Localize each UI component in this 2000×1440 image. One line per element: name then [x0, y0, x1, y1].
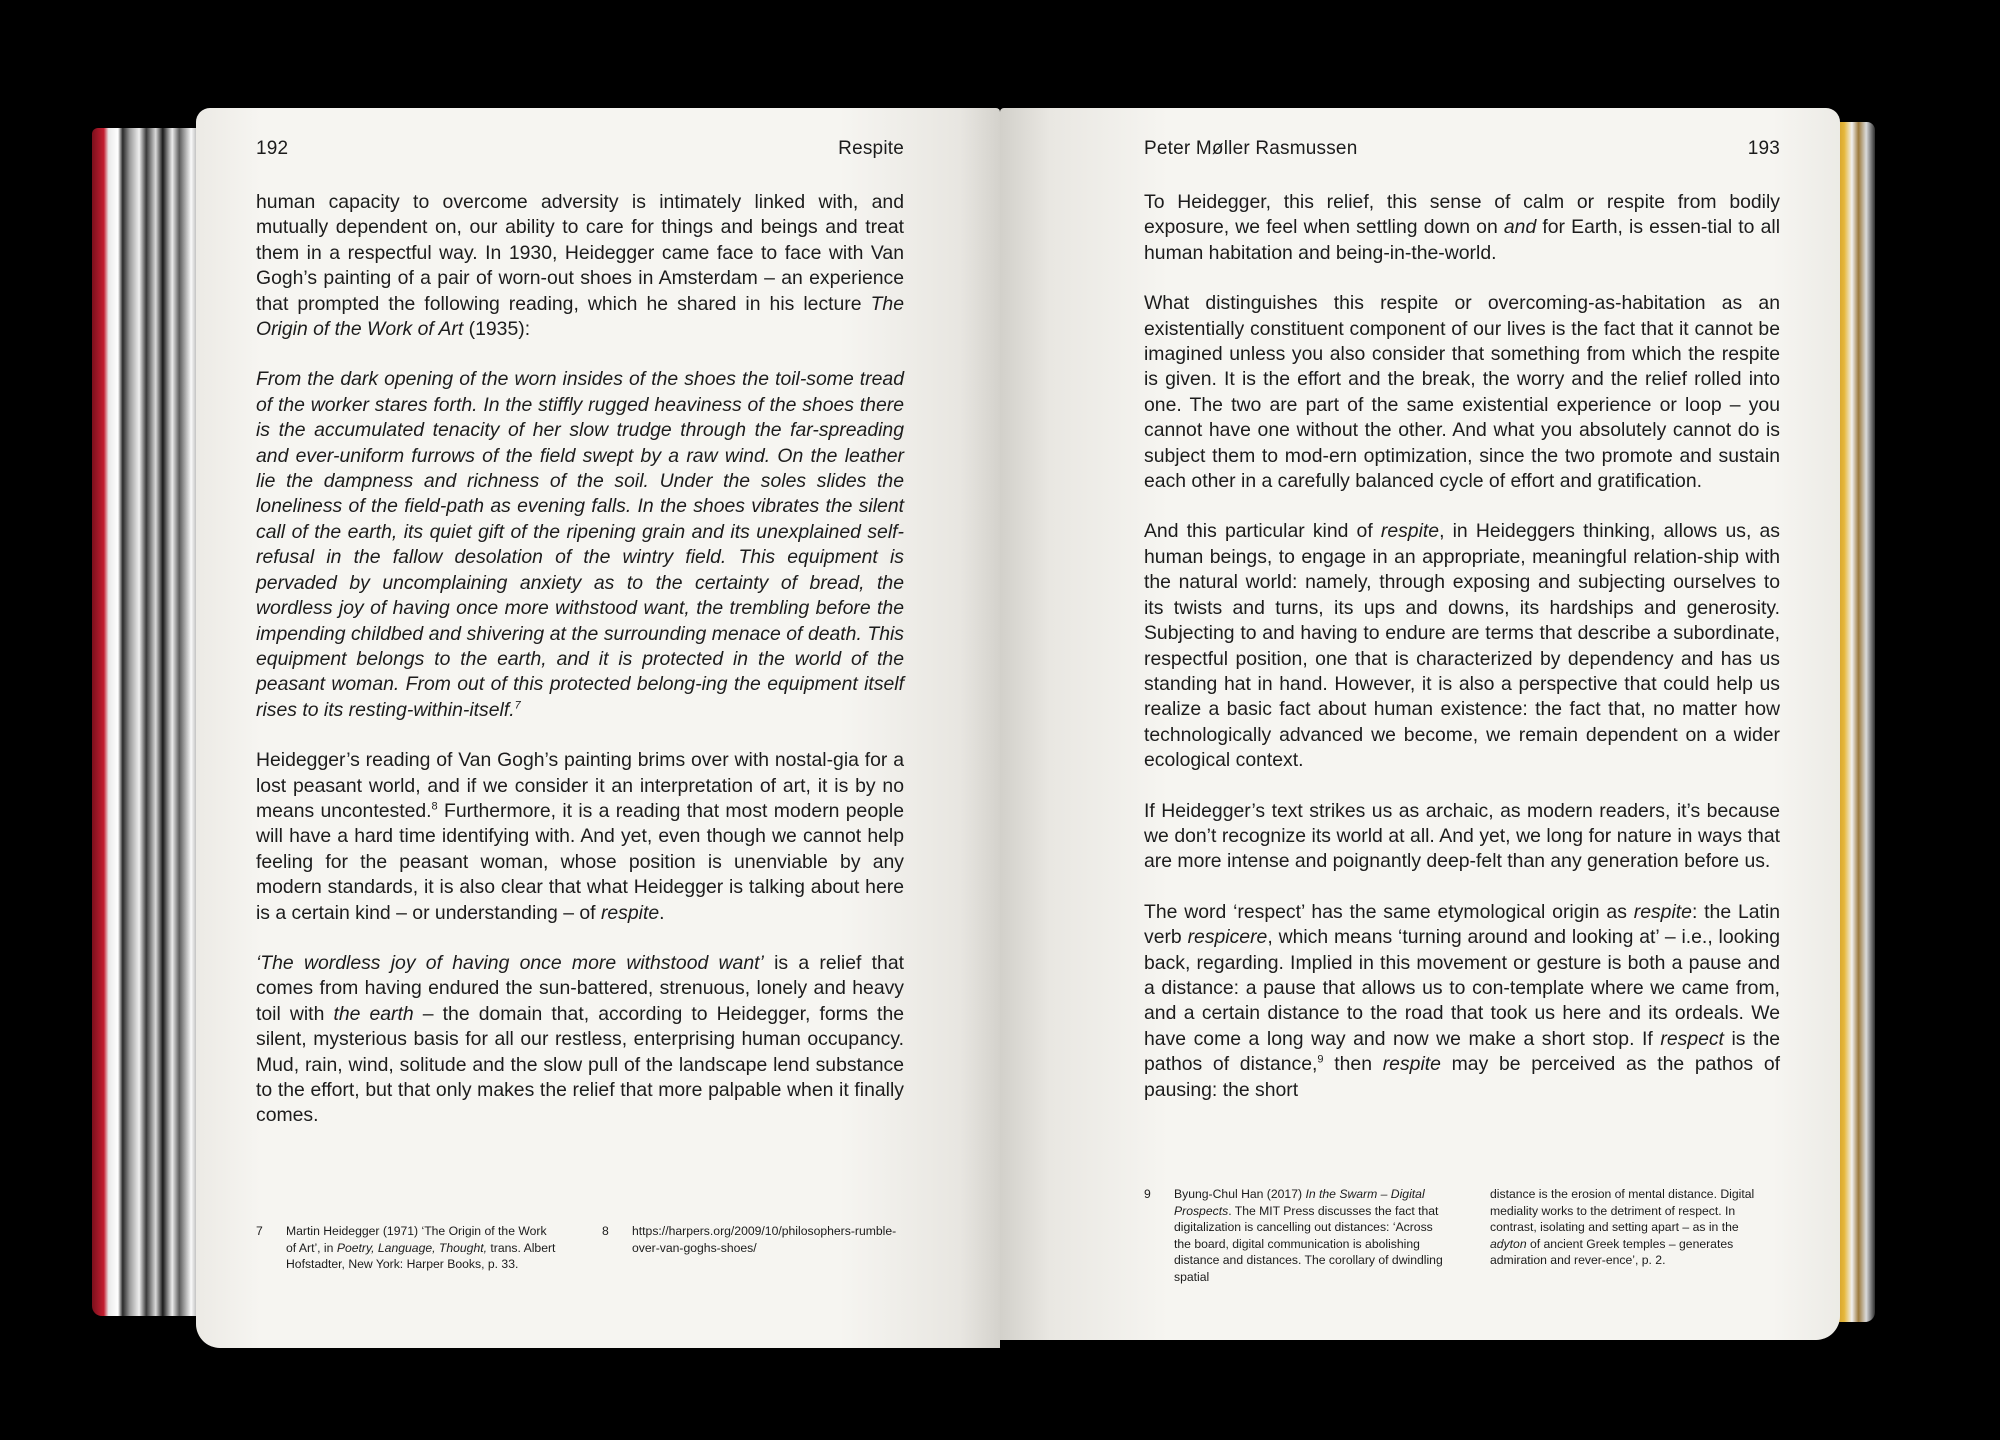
footnote-ref: 9: [1317, 1053, 1324, 1066]
footnote-ref: 7: [514, 699, 521, 712]
footnote-ref: 8: [431, 800, 438, 813]
page-block-edge-left: [92, 128, 210, 1316]
paragraph: ‘The wordless joy of having once more withstood want’ is a relief that comes from having endured the sun-battered, strenuous, lonely and heavy toil with the earth – the domain that, according to Heidegger, forms the silent, mysterious basis for all our restless, enterprising human occupancy. Mud, rain, wind, solitude and the slow pull of the landscape lend substance to the effort, but that only makes the relief that more palpable when it finally comes.: [256, 951, 905, 1127]
running-title: Respite: [838, 138, 904, 159]
running-head-left: [256, 138, 904, 160]
right-body-text: [1144, 190, 1780, 1103]
left-page: [196, 108, 1000, 1348]
paragraph: If Heidegger’s text strikes us as archaic, as modern readers, it’s because we don’t recognize its world at all. And yet, we long for nature in ways that are more intense and poignantly deep-felt than any generation before us.: [1144, 799, 1780, 873]
block-quote: From the dark opening of the worn insides of the shoes the toil-some tread of the worker stares forth. In the stiffly rugged heaviness of the shoes there is the accumulated tenacity of her slow trudge through the far-spreading and ever-uniform furrows of the field swept by a raw wind. On the leather lie the dampness and richness of the soil. Under the soles slides the loneliness of the field-path as evening falls. In the shoes vibrates the silent call of the earth, its quiet gift of the ripening grain and its unexplained self-refusal in the fallow desolation of the wintry field. This equipment is pervaded by uncomplaining anxiety as to the certainty of bread, the wordless joy of having once more withstood want, the trembling before the impending childbed and shivering at the surrounding menace of death. This equipment belongs to the earth, and it is protected in the world of the peasant woman. From out of this protected belong-ing the equipment itself rises to its resting-within-itself.$^7$: [256, 368, 904, 721]
paragraph: human capacity to overcome adversity is intimately linked with, and mutually dependent on, our ability to care for things and beings and treat them in a respectful way. In 1930, Heidegger came face to face with Van Gogh’s painting of a pair of worn-out shoes in Amsterdam – an experience that prompted the following reading, which he shared in his lecture The Origin of the Work of Art (1935):: [256, 191, 904, 341]
footnotes-left: [256, 1223, 904, 1273]
footnotes-right: [1144, 1186, 1780, 1285]
running-head-right: [1144, 138, 1780, 160]
footnote: 9 Byung-Chul Han (2017) In the Swarm – Digital Prospects. The MIT Press discusses the fact that digitalization is cancelling out distances: ‘Across the board, digital communication is abolishing distance and distances. The corollary of dwindling spatial: [1144, 1187, 1443, 1284]
page-number-right: 193: [1747, 138, 1780, 159]
left-body-text: [256, 190, 904, 1129]
paragraph: Heidegger’s reading of Van Gogh’s painting brims over with nostal-gia for a lost peasant world, and if we consider it an interpretation of art, it is by no means uncontested.$^8$ Furthermore, it is a reading that most modern people will have a hard time identifying with. And yet, even though we cannot help feeling for the peasant woman, whose position is unenviable by any modern standards, it is also clear that what Heidegger is talking about here is a certain kind – or understanding – of respite.: [256, 749, 904, 924]
paragraph: To Heidegger, this relief, this sense of calm or respite from bodily exposure, we feel when settling down on and for Earth, is essen-tial to all human habitation and being-in-the-world.: [1144, 191, 1780, 264]
right-page: [1000, 108, 1840, 1340]
footnote-continuation: distance is the erosion of mental distance. Digital mediality works to the detriment of respect. In contrast, isolating and setting apart – as in the adyton of ancient Greek temples – generates admiration and rever-ence’, p. 2.: [1490, 1187, 1755, 1267]
footnote: 8 https://harpers.org/2009/10/philosophers-rumble-over-van-goghs-shoes/: [602, 1224, 897, 1255]
running-author: Peter Møller Rasmussen: [1144, 138, 1358, 159]
paragraph: What distinguishes this respite or overcoming-as-habitation as an existentially constituent component of our lives is the fact that it cannot be imagined unless you also consider that something from which the respite is given. It is the effort and the break, the worry and the relief rolled into one. The two are part of the same existential experience or loop – you cannot have one without the other. And what you absolutely cannot do is subject them to mod-ern optimization, since the two promote and sustain each other in a carefully balanced cycle of effort and gratification.: [1144, 292, 1780, 493]
page-number-left: 192: [256, 138, 289, 159]
footnote: 7 Martin Heidegger (1971) ‘The Origin of the Work of Art’, in Poetry, Language, Thought, trans. Albert Hofstadter, New York: Harper Books, p. 33.: [256, 1224, 556, 1271]
paragraph: The word ‘respect’ has the same etymological origin as respite: the Latin verb respicere, which means ‘turning around and looking at’ – i.e., looking back, regarding. Implied in this movement or gesture is both a pause and a distance: a pause that allows us to con-template where we came from, and a certain distance to the road that took us here and its ordeals. We have come a long way and now we make a short stop. If respect is the pathos of distance,$^9$ then respite may be perceived as the pathos of pausing: the short: [1144, 900, 1781, 1101]
paragraph: And this particular kind of respite, in Heideggers thinking, allows us, as human beings, to engage in an appropriate, meaningful relation-ship with the natural world: namely, through exposing and subjecting ourselves to its twists and turns, its ups and downs, its hardships and generosity. Subjecting to and having to endure are terms that describe a subordinate, respectful position, one that is characterized by dependency and has us standing hat in hand. However, it is also a perspective that could help us realize a basic fact about human existence: the fact that, no matter how technologically advanced we become, we remain dependent on a wider ecological context.: [1144, 520, 1780, 772]
